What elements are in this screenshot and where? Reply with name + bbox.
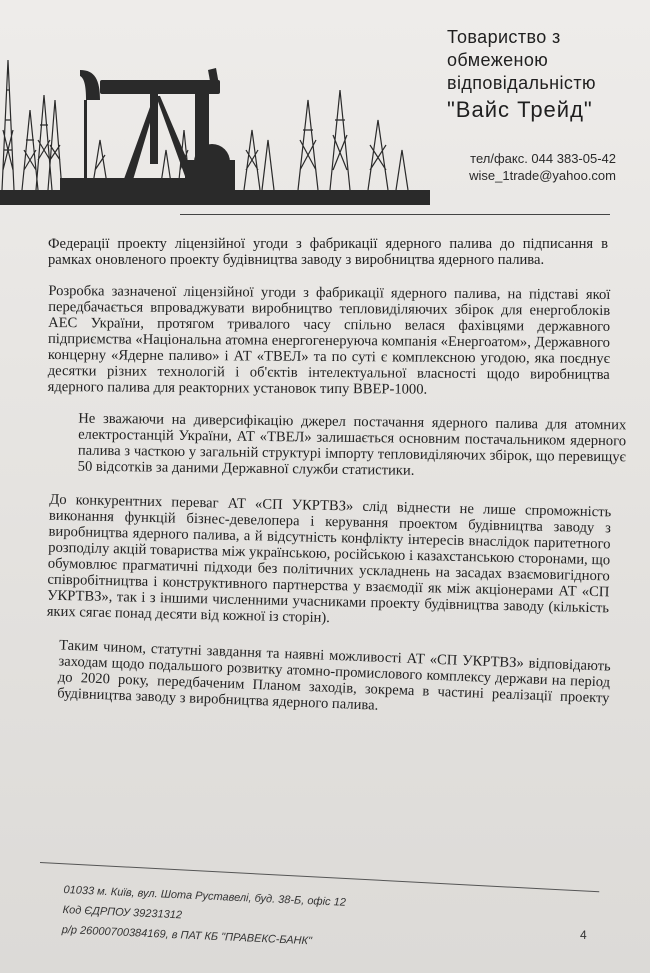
footer-edrpou: Код ЄДРПОУ 39231312: [62, 903, 183, 922]
paragraph-5: Таким чином, статутні завдання та наявні можливості АТ «СП УКРТВЗ» відповідають заходам щодо подальшого розвитку атомно-промислового комплексу держави на період до 2020 року, передбаченим Планом заходів, зокрема в частині реалізації проекту будівництва заводу з виробництва ядерного палива.: [56, 637, 612, 714]
company-line-1: Товариство з: [447, 27, 561, 47]
oil-pump-logo: [0, 40, 430, 205]
paragraph-4: До конкурентних переваг АТ «СП УКРТВЗ» слід віднести не лише спроможність виконання функцій бізнес-девелопера і керування проектом будівництва заводу з виробництва ядерного палива, а й відсутність конфлікту інтересів внаслідок паритетного розподілу акцій товариства між українською, російською і казахстанською сторонами, що обумовлює прагматичні підходи без політичних ускладнень на засадах взаємовигідного співробітництва і конструктивного партнерства у взаємодії як між акціонерами АТ «СП УКРТВЗ», так і з іншими численними учасниками проекту будівництва заводу (кількість яких сягає понад десяти від кожної із сторін).: [46, 491, 612, 627]
paragraph-1: Федерації проекту ліцензійної угоди з фабрикації ядерного палива до підписання в рамках оновленого проекту будівництва заводу з виробництва ядерного палива.: [48, 236, 608, 268]
email: wise_1trade@yahoo.com: [469, 168, 616, 183]
paragraph-2: Розробка зазначеної ліцензійної угоди з фабрикації ядерного палива, на підставі якої передбачається впроваджувати виробництво тепловиділяючих збірок для енергоблоків АЕС України, протягом тривалого часу спільно велася фахівцями державного підприємства «Національна атомна енергогенеруюча компанія «Енергоатом», Державного концерну «Ядерне паливо» і АТ «ТВЕЛ» та по суті є комплексною угодою, яка поєднує десятки різних технологій і об'єктів інтелектуальної власності щодо виробництва ядерного палива для реакторних установок типу ВВЕР-1000.: [47, 283, 611, 398]
header-divider: [180, 214, 610, 215]
page-number: 4: [580, 928, 587, 942]
footer-details: [61, 880, 346, 953]
company-name: "Вайс Трейд": [447, 97, 593, 122]
letter-body: [46, 236, 627, 729]
company-line-3: відповідальністю: [447, 73, 596, 93]
footer-address: 01033 м. Київ, вул. Шота Руставелі, буд. 38-Б, офіс 12: [63, 883, 347, 909]
company-name-block: [447, 26, 647, 123]
paragraph-3: Не зважаючи на диверсифікацію джерел постачання ядерного палива для атомних електростанцій України, АТ «ТВЕЛ» залишається основним постачальником ядерного палива з часткою у загальній структурі імпорту тепловиділяючих збірок, що перевищує 50 відсотків за даними Державної служби статистики.: [77, 410, 627, 479]
phone-fax: тел/факс. 044 383-05-42: [470, 151, 616, 166]
footer-account: р/р 26000700384169, в ПАТ КБ "ПРАВЕКС-БАНК": [61, 923, 313, 948]
contacts-block: [469, 150, 616, 184]
company-line-2: обмеженою: [447, 50, 549, 70]
